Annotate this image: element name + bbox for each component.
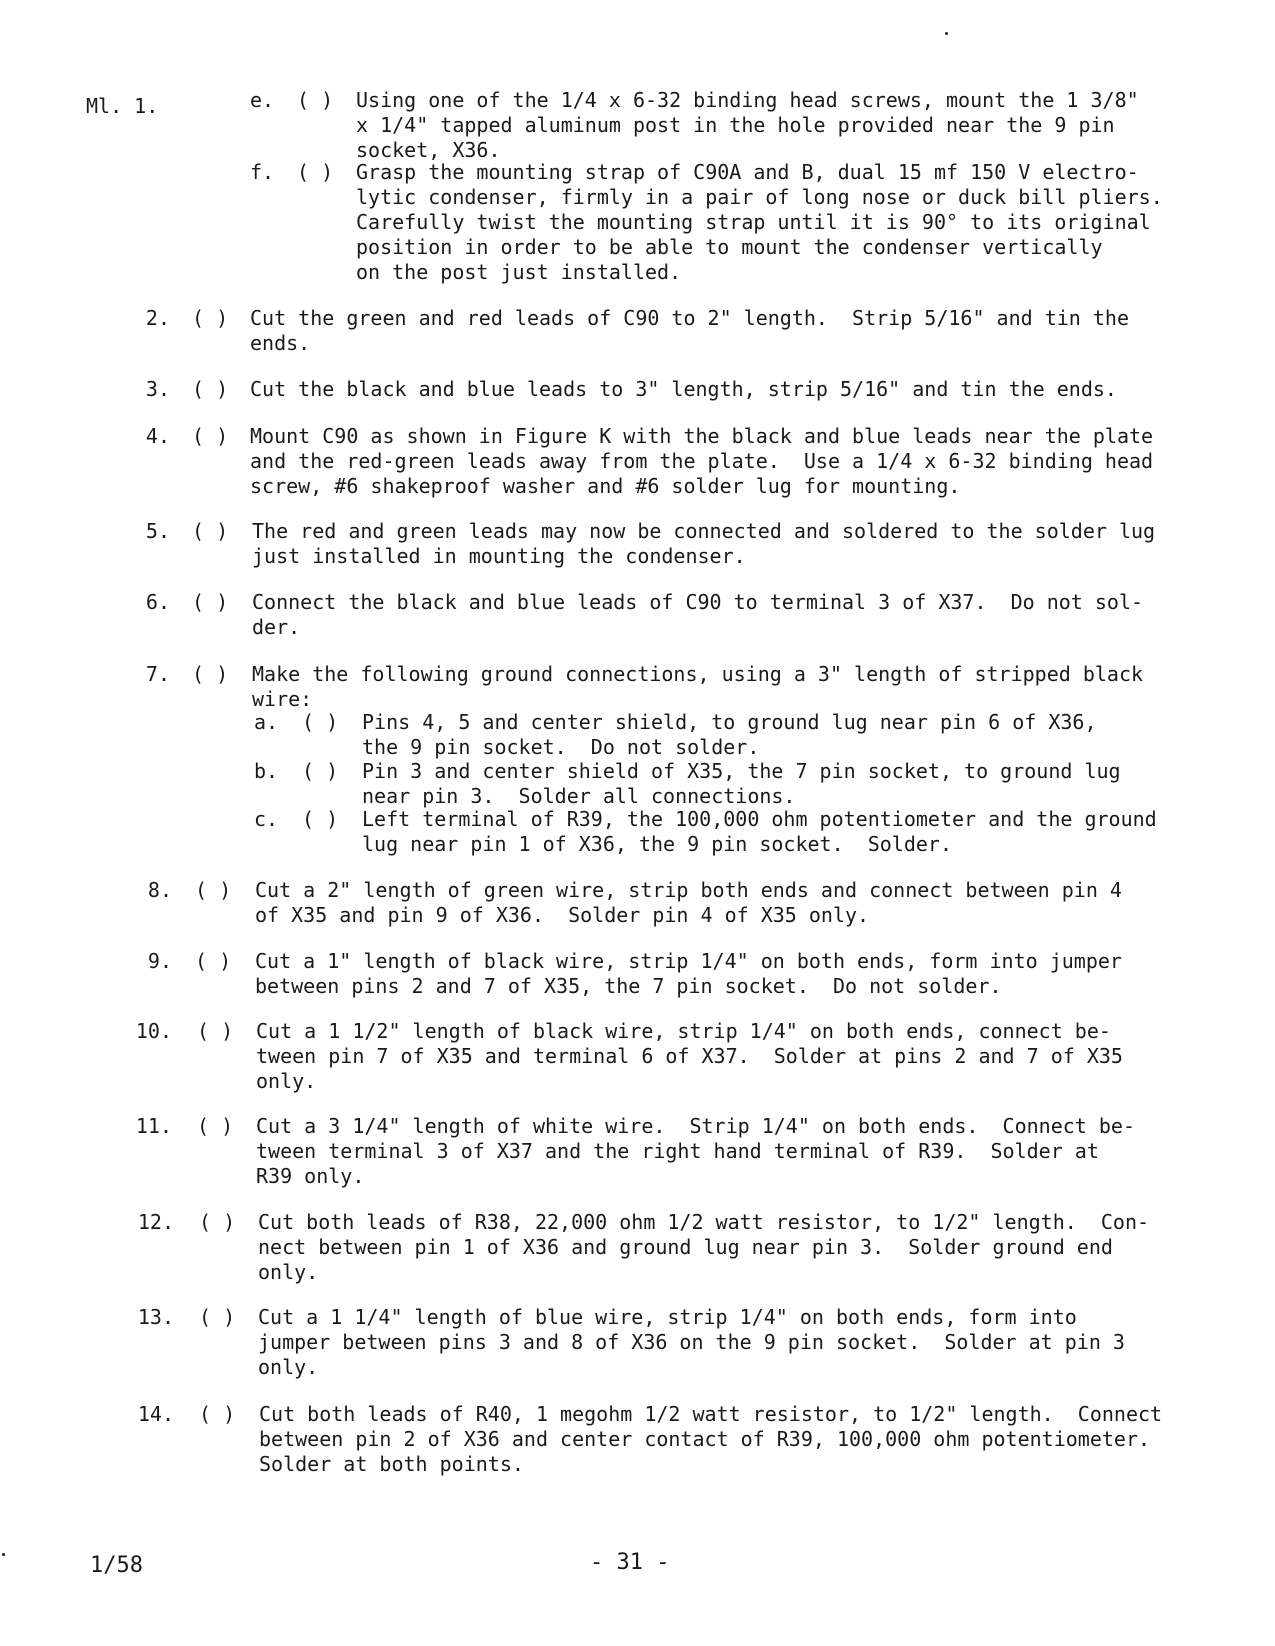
step-text: [255, 949, 1122, 999]
text-line: Make the following ground connections, using a 3" length of stripped black: [252, 662, 1144, 686]
step-number: 3.: [145, 377, 170, 401]
checkbox[interactable]: ( ): [195, 949, 232, 973]
checkbox[interactable]: ( ): [302, 710, 339, 734]
sub-letter: b.: [254, 759, 279, 783]
checkbox[interactable]: ( ): [195, 878, 232, 902]
checkbox[interactable]: ( ): [297, 88, 334, 112]
text-line: between pins 2 and 7 of X35, the 7 pin socket. Do not solder.: [255, 974, 1002, 998]
step-number: 2.: [145, 306, 170, 330]
text-line: Connect the black and blue leads of C90 to terminal 3 of X37. Do not sol-: [252, 590, 1144, 614]
scan-speck: [2, 1553, 5, 1556]
text-line: Left terminal of R39, the 100,000 ohm potentiometer and the ground: [362, 807, 1157, 831]
text-line: jumper between pins 3 and 8 of X36 on the 9 pin socket. Solder at pin 3: [258, 1330, 1125, 1354]
step-text: [356, 160, 1163, 285]
checkbox[interactable]: ( ): [197, 1114, 234, 1138]
text-line: tween terminal 3 of X37 and the right hand terminal of R39. Solder at: [256, 1139, 1099, 1163]
text-line: between pin 2 of X36 and center contact of R39, 100,000 ohm potentiometer.: [259, 1427, 1151, 1451]
text-line: only.: [256, 1069, 317, 1093]
sub-letter: a.: [254, 710, 279, 734]
text-line: lytic condenser, firmly in a pair of long nose or duck bill pliers.: [356, 185, 1163, 209]
checkbox[interactable]: ( ): [302, 759, 339, 783]
step-text: [362, 807, 1157, 857]
text-line: position in order to be able to mount the condenser vertically: [356, 235, 1103, 259]
text-line: on the post just installed.: [356, 260, 682, 284]
text-line: Pins 4, 5 and center shield, to ground lug near pin 6 of X36,: [362, 710, 1097, 734]
checkbox[interactable]: ( ): [192, 424, 229, 448]
step-number: 9.: [147, 949, 172, 973]
text-line: Grasp the mounting strap of C90A and B, dual 15 mf 150 V electro-: [356, 160, 1139, 184]
step-number: 10.: [135, 1019, 172, 1043]
text-line: Cut the green and red leads of C90 to 2" length. Strip 5/16" and tin the: [250, 306, 1129, 330]
step-text: [356, 88, 1139, 163]
text-line: only.: [258, 1260, 319, 1284]
step-text: [255, 878, 1122, 928]
text-line: R39 only.: [256, 1164, 365, 1188]
step-text: [362, 710, 1097, 760]
step-text: [252, 519, 1155, 569]
step-number: 6.: [145, 590, 170, 614]
step-text: [252, 590, 1143, 640]
text-line: Cut a 1 1/4" length of blue wire, strip 1/4" on both ends, form into: [258, 1305, 1077, 1329]
checkbox[interactable]: ( ): [192, 590, 229, 614]
step-text: [258, 1210, 1149, 1285]
text-line: The red and green leads may now be connected and soldered to the solder lug: [252, 519, 1156, 543]
text-line: Mount C90 as shown in Figure K with the black and blue leads near the plate: [250, 424, 1154, 448]
step-number: 11.: [135, 1114, 172, 1138]
text-line: the 9 pin socket. Do not solder.: [362, 735, 760, 759]
checkbox[interactable]: ( ): [192, 662, 229, 686]
step-number: 14.: [137, 1402, 174, 1426]
footer-date: 1/58: [90, 1553, 143, 1578]
step-number: 5.: [145, 519, 170, 543]
text-line: der.: [252, 615, 301, 639]
checkbox[interactable]: ( ): [192, 306, 229, 330]
step-text: [256, 1019, 1123, 1094]
step-number: 12.: [137, 1210, 174, 1234]
step-number: 7.: [145, 662, 170, 686]
step-text: [258, 1305, 1125, 1380]
section-id: Ml. 1.: [86, 94, 159, 118]
checkbox[interactable]: ( ): [192, 377, 229, 401]
text-line: Cut a 1 1/2" length of black wire, strip 1/4" on both ends, connect be-: [256, 1019, 1111, 1043]
text-line: of X35 and pin 9 of X36. Solder pin 4 of X35 only.: [255, 903, 870, 927]
text-line: nect between pin 1 of X36 and ground lug near pin 3. Solder ground end: [258, 1235, 1113, 1259]
checkbox[interactable]: ( ): [302, 807, 339, 831]
text-line: x 1/4" tapped aluminum post in the hole provided near the 9 pin: [356, 113, 1115, 137]
step-number: 8.: [147, 878, 172, 902]
text-line: Cut a 3 1/4" length of white wire. Strip 1/4" on both ends. Connect be-: [256, 1114, 1135, 1138]
text-line: Cut the black and blue leads to 3" length, strip 5/16" and tin the ends.: [250, 377, 1117, 401]
step-text: [362, 759, 1121, 809]
checkbox[interactable]: ( ): [297, 160, 334, 184]
step-text: [256, 1114, 1135, 1189]
text-line: Cut both leads of R38, 22,000 ohm 1/2 watt resistor, to 1/2" length. Con-: [258, 1210, 1150, 1234]
step-text: [250, 377, 1117, 402]
step-text: [259, 1402, 1162, 1477]
checkbox[interactable]: ( ): [199, 1210, 236, 1234]
step-text: [250, 306, 1129, 356]
text-line: tween pin 7 of X35 and terminal 6 of X37. Solder at pins 2 and 7 of X35: [256, 1044, 1123, 1068]
text-line: and the red-green leads away from the plate. Use a 1/4 x 6-32 binding head: [250, 449, 1154, 473]
sub-letter: e.: [250, 88, 275, 112]
text-line: Cut a 1" length of black wire, strip 1/4" on both ends, form into jumper: [255, 949, 1122, 973]
text-line: Cut a 2" length of green wire, strip both ends and connect between pin 4: [255, 878, 1122, 902]
checkbox[interactable]: ( ): [199, 1305, 236, 1329]
text-line: Solder at both points.: [259, 1452, 524, 1476]
scan-speck: [945, 32, 948, 35]
text-line: ends.: [250, 331, 311, 355]
step-number: 4.: [145, 424, 170, 448]
sub-letter: c.: [254, 807, 279, 831]
text-line: socket, X36.: [356, 138, 501, 162]
text-line: Using one of the 1/4 x 6-32 binding head screws, mount the 1 3/8": [356, 88, 1139, 112]
checkbox[interactable]: ( ): [192, 519, 229, 543]
text-line: only.: [258, 1355, 319, 1379]
sub-letter: f.: [250, 160, 275, 184]
step-text: [252, 662, 1143, 712]
step-text: [250, 424, 1153, 499]
text-line: screw, #6 shakeproof washer and #6 solder lug for mounting.: [250, 474, 961, 498]
text-line: just installed in mounting the condenser.: [252, 544, 746, 568]
page-number: - 31 -: [590, 1550, 670, 1575]
text-line: wire:: [252, 687, 313, 711]
step-number: 13.: [137, 1305, 174, 1329]
text-line: Pin 3 and center shield of X35, the 7 pin socket, to ground lug: [362, 759, 1121, 783]
checkbox[interactable]: ( ): [199, 1402, 236, 1426]
text-line: Cut both leads of R40, 1 megohm 1/2 watt resistor, to 1/2" length. Connect: [259, 1402, 1163, 1426]
checkbox[interactable]: ( ): [197, 1019, 234, 1043]
text-line: Carefully twist the mounting strap until it is 90° to its original: [356, 210, 1151, 234]
text-line: near pin 3. Solder all connections.: [362, 784, 796, 808]
text-line: lug near pin 1 of X36, the 9 pin socket. Solder.: [362, 832, 953, 856]
